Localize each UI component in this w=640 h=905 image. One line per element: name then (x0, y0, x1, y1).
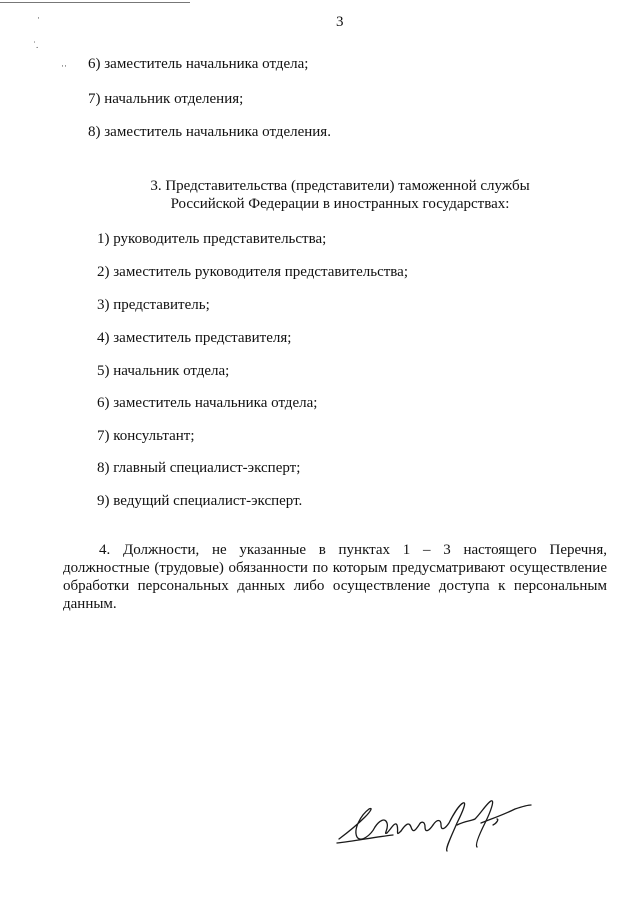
signature-image (335, 795, 535, 855)
scan-speck: ˙. (33, 40, 39, 50)
scan-speck: ·· (61, 61, 67, 71)
list-item: 8) главный специалист-эксперт; (97, 460, 301, 476)
list-item: 4) заместитель представителя; (97, 330, 292, 346)
list-item: 7) начальник отделения; (88, 91, 244, 107)
list-item: 6) заместитель начальника отдела; (97, 395, 318, 411)
list-item: 3) представитель; (97, 297, 210, 313)
section-heading-continuation: Российской Федерации в иностранных государствах: (170, 196, 510, 212)
section-4-paragraph: 4. Должности, не указанные в пунктах 1 – 3 настоящего Перечня, должностные (трудовые) обязанности по которым предусматривают осуществление обработки персональных данных либо осуществление доступа к персональным данным. (63, 542, 607, 612)
list-item: 2) заместитель руководителя представительства; (97, 264, 409, 280)
list-item: 6) заместитель начальника отдела; (88, 56, 309, 72)
list-item: 8) заместитель начальника отделения. (88, 124, 331, 140)
list-item: 1) руководитель представительства; (97, 231, 327, 247)
top-rule (0, 2, 190, 3)
list-item: 7) консультант; (97, 428, 195, 444)
page-number: 3 (336, 14, 344, 30)
list-item: 9) ведущий специалист-эксперт. (97, 493, 303, 509)
scan-speck: · (37, 13, 40, 23)
section-heading: 3. Представительства (представители) таможенной службы (150, 178, 530, 194)
list-item: 5) начальник отдела; (97, 363, 230, 379)
